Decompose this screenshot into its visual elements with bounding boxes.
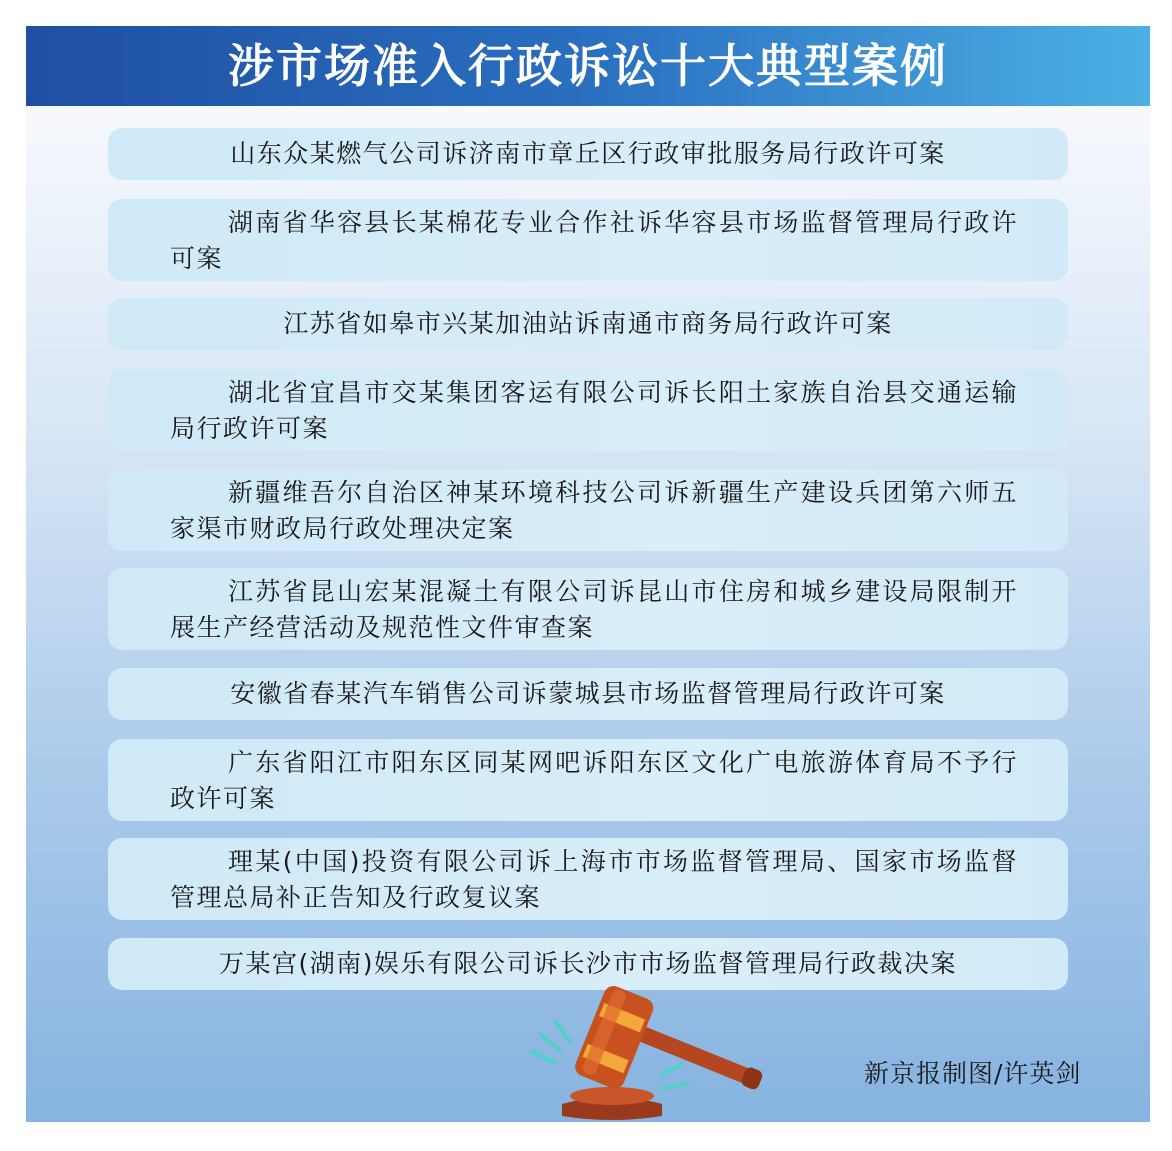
case-item-9: 理某(中国)投资有限公司诉上海市市场监督管理局、国家市场监督管理总局补正告知及行政复议案 <box>108 838 1068 920</box>
gavel-icon <box>512 982 772 1122</box>
case-item-3: 江苏省如皋市兴某加油站诉南通市商务局行政许可案 <box>108 298 1068 350</box>
image-credit: 新京报制图/许英剑 <box>864 1059 1082 1088</box>
title-banner <box>26 26 1150 106</box>
case-item-2: 湖南省华容县长某棉花专业合作社诉华容县市场监督管理局行政许可案 <box>108 199 1068 281</box>
case-item-4: 湖北省宜昌市交某集团客运有限公司诉长阳土家族自治县交通运输局行政许可案 <box>108 369 1068 451</box>
case-item-10: 万某宫(湖南)娱乐有限公司诉长沙市市场监督管理局行政裁决案 <box>108 938 1068 990</box>
case-item-6: 江苏省昆山宏某混凝土有限公司诉昆山市住房和城乡建设局限制开展生产经营活动及规范性文件审查案 <box>108 568 1068 650</box>
case-item-7: 安徽省春某汽车销售公司诉蒙城县市场监督管理局行政许可案 <box>108 668 1068 720</box>
page-title: 涉市场准入行政诉讼十大典型案例 <box>228 39 948 93</box>
case-item-5: 新疆维吾尔自治区神某环境科技公司诉新疆生产建设兵团第六师五家渠市财政局行政处理决定案 <box>108 469 1068 551</box>
case-item-1: 山东众某燃气公司诉济南市章丘区行政审批服务局行政许可案 <box>108 128 1068 180</box>
infographic-poster <box>26 26 1150 1122</box>
case-item-8: 广东省阳江市阳东区同某网吧诉阳东区文化广电旅游体育局不予行政许可案 <box>108 739 1068 821</box>
